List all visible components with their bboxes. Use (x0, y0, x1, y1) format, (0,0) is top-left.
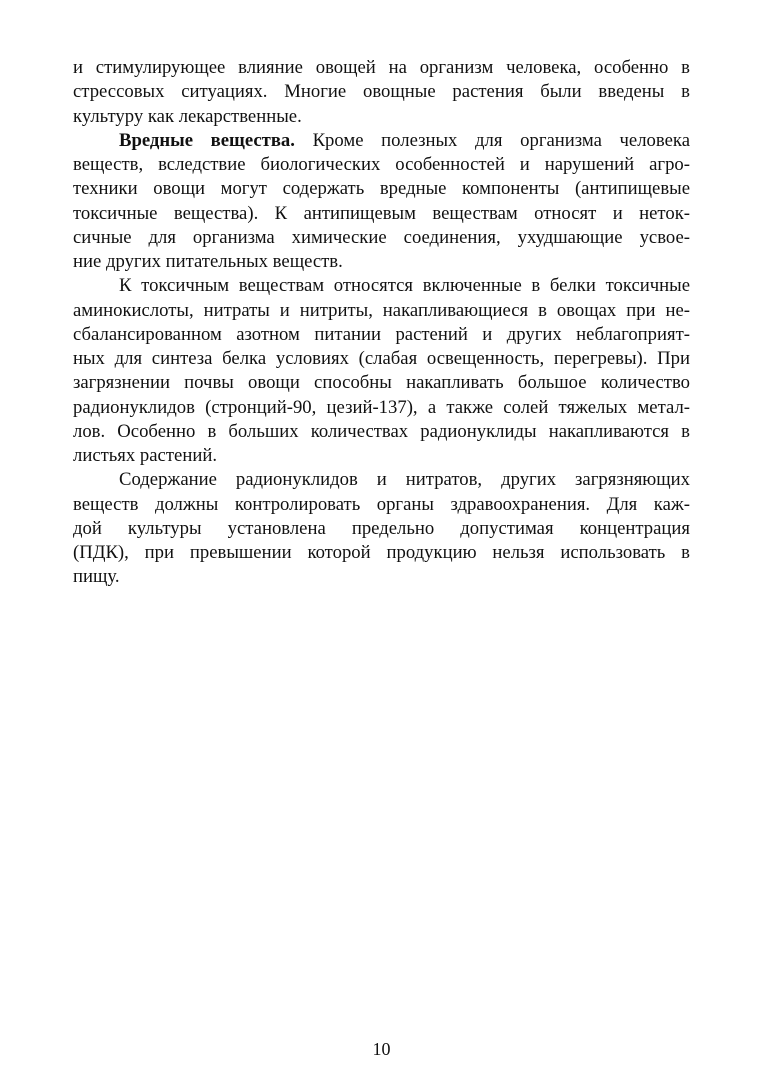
text-line: культуру как лекарственные. (73, 105, 302, 127)
text-line: аминокислоты, нитраты и нитриты, накапливающиеся в овощах при не- (73, 299, 690, 321)
text-line: радионуклидов (стронций-90, цезий-137), а также солей тяжелых метал- (73, 396, 690, 418)
text-line: дой культуры установлена предельно допустимая концентрация (73, 517, 690, 539)
text-line: сбалансированном азотном питании растений и других неблагоприят- (73, 323, 690, 345)
text-line: и стимулирующее влияние овощей на организм человека, особенно в (73, 57, 690, 78)
paragraph-1 (73, 56, 690, 129)
text-line: листьях растений. (73, 445, 217, 466)
text-line: ных для синтеза белка условиях (слабая освещенность, перегревы). При (73, 348, 690, 369)
paragraph-2 (73, 129, 690, 275)
text-line: веществ должны контролировать органы здравоохранения. Для каж- (73, 493, 690, 515)
text-line: Содержание радионуклидов и нитратов, других загрязняющих (119, 469, 690, 491)
paragraph-4 (73, 468, 690, 589)
text-line: (ПДК), при превышении которой продукцию нельзя использовать в (73, 542, 690, 563)
text-line: веществ, вследствие биологических особенностей и нарушений агро- (73, 154, 690, 175)
text-line: ние других питательных веществ. (73, 251, 343, 272)
text-line: стрессовых ситуациях. Многие овощные растения были введены в (73, 81, 690, 103)
page-body (73, 56, 690, 590)
text-line: К токсичным веществам относятся включенные в белки токсичные (119, 275, 690, 297)
text-line: лов. Особенно в больших количествах радионуклиды накапливаются в (73, 420, 690, 442)
paragraph-3 (73, 274, 690, 468)
text-line: загрязнении почвы овощи способны накапливать большое количество (73, 372, 690, 394)
text-line: техники овощи могут содержать вредные компоненты (антипищевые (73, 178, 690, 200)
text-line (73, 129, 690, 153)
page-number: 10 (372, 1039, 391, 1059)
section-heading: Вредные вещества. (119, 129, 295, 151)
text-run: Кроме полезных для организма человека (294, 129, 690, 151)
text-line: токсичные вещества). К антипищевым веществам относят и неток- (73, 202, 690, 224)
text-line: сичные для организма химические соединения, ухудшающие усвое- (73, 226, 690, 248)
text-line: пищу. (73, 566, 120, 588)
